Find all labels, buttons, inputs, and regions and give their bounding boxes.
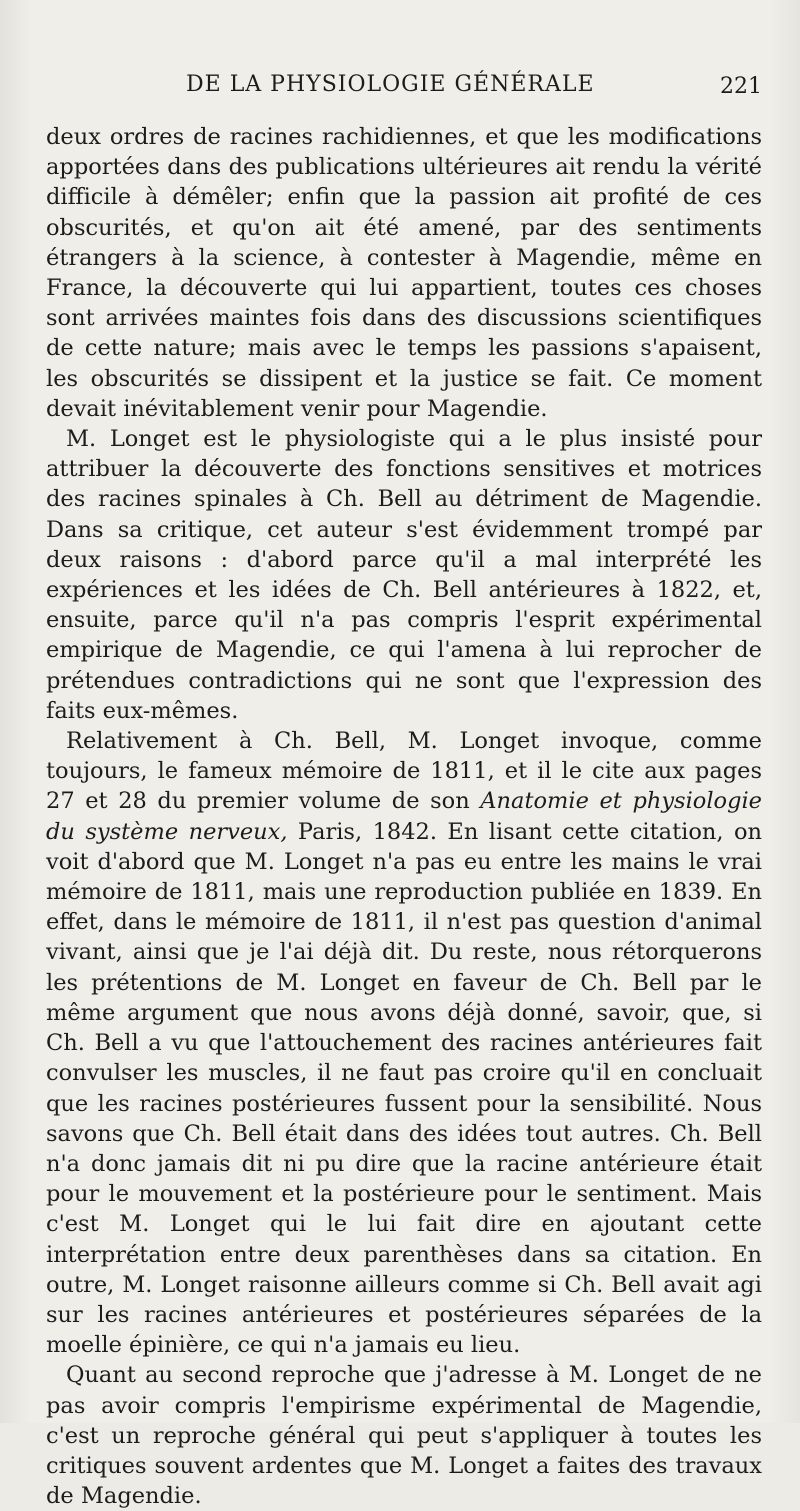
paragraph-longet-critique: M. Longet est le physiologiste qui a le plus insisté pour attribuer la découverte des fonctions sensitives et motrices des racines spinales à Ch. Bell au détriment de Magendie. Dans sa critique, cet auteur s'est évidemment trompé par deux raisons : d'abord parce qu'il a mal interprété les expériences et les idées de Ch. Bell antérieures à 1822, et, ensuite, parce qu'il n'a pas compris l'esprit expérimental empirique de Magendie, ce qui l'amena à lui reprocher de prétendues contradictions qui ne sont que l'expression des faits eux-mêmes.	[46, 426, 762, 724]
paragraph-second-reproach: Quant au second reproche que j'adresse à M. Longet de ne pas avoir compris l'empirisme expérimental de Magendie, c'est un reproche général qui peut s'appliquer à toutes les critiques souvent ardentes que M. Longet a faites des travaux de Magendie.	[46, 1362, 762, 1510]
paragraph-continuation: deux ordres de racines rachidiennes, et que les modifications apportées dans des publications ultérieures ait rendu la vérité difficile à démêler; enfin que la passion ait profité de ces obscurités, et qu'on ait été amené, par des sentiments étrangers à la science, à contester à Magendie, même en France, la découverte qui lui appartient, toutes ces choses sont arrivées maintes fois dans des discussions scientifiques de cette nature; mais avec le temps les passions s'apaisent, les obscurités se dissipent et la justice se fait. Ce moment devait inévitablement venir pour Magendie.	[46, 124, 762, 422]
body-text	[46, 122, 762, 1511]
running-head	[46, 72, 762, 108]
paragraph-bell-memoir	[46, 726, 762, 1360]
paragraph-text-after: Paris, 1842. En lisant cette citation, on voit d'abord que M. Longet n'a pas eu entre les mains le vrai mémoire de 1811, mais une reproduction publiée en 1839. En effet, dans le mémoire de 1811, il n'est pas question d'animal vivant, ainsi que je l'ai déjà dit. Du reste, nous rétorquerons les prétentions de M. Longet en faveur de Ch. Bell par le même argument que nous avons déjà donné, savoir, que, si Ch. Bell a vu que l'attouchement des racines antérieures fait convulser les muscles, il ne faut pas croire qu'il en concluait que les racines postérieures fussent pour la sensibilité. Nous savons que Ch. Bell était dans des idées tout autres. Ch. Bell n'a donc jamais dit ni pu dire que la racine antérieure était pour le mouvement et la postérieure pour le sentiment. Mais c'est M. Longet qui le lui fait dire en ajoutant cette interprétation entre deux parenthèses dans sa citation. En outre, M. Longet raisonne ailleurs comme si Ch. Bell avait agi sur les racines antérieures et postérieures séparées de la moelle épinière, ce qui n'a jamais eu lieu.	[46, 818, 762, 1359]
page-number: 221	[720, 74, 762, 99]
paragraph-text-before: Relativement à Ch. Bell, M. Longet invoque, comme toujours, le fameux mémoire de 1811, et il le cite aux pages 27 et 28 du premier volume de son	[46, 728, 762, 815]
book-title-italic: Anatomie et physiologie du système nerveux,	[46, 788, 762, 845]
running-title: DE LA PHYSIOLOGIE GÉNÉRALE	[186, 72, 595, 97]
